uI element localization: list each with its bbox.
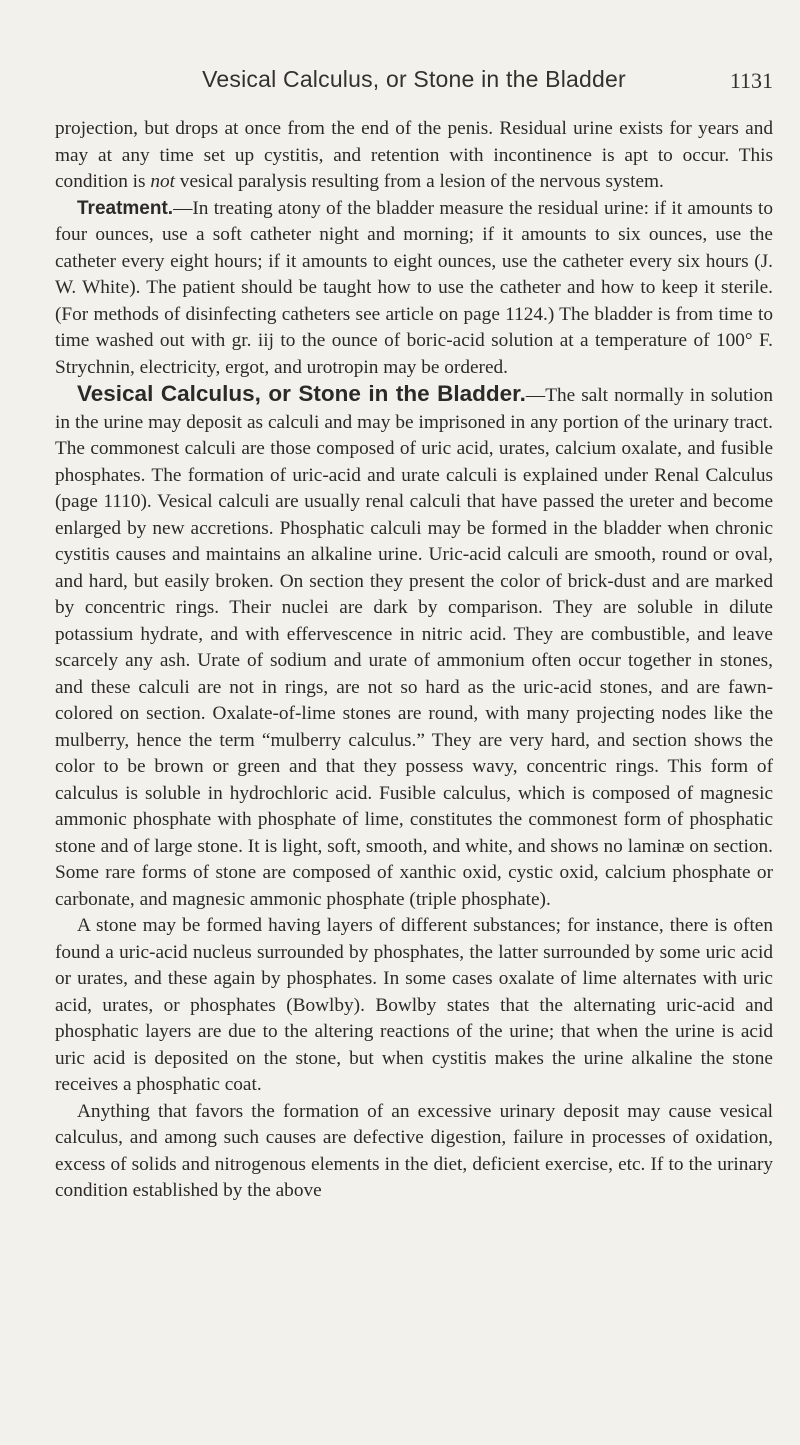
body-text	[55, 116, 773, 1205]
paragraph-text: —In treating atony of the bladder measure the residual urine: if it amounts to four ounces, use a soft catheter night and morning; if it amounts to six ounces, use the catheter every eight hours; if it amounts to eight ounces, use the catheter every six hours (J. W. White). The patient should be taught how to use the catheter and how to keep it sterile. (For methods of disinfecting catheters see article on page 1124.) The bladder is from time to time washed out with gr. iij to the ounce of boric-acid solution at a temperature of 100° F. Strychnin, electricity, ergot, and urotropin may be ordered.	[55, 197, 773, 378]
treatment-heading: Treatment.	[77, 197, 174, 219]
paragraph-layers: A stone may be formed having layers of different substances; for instance, there is often found a uric-acid nucleus surrounded by phosphates, the latter surrounded by some uric acid or urates, and these again by phosphates. In some cases oxalate of lime alternates with uric acid, urates, or phosphates (Bowlby). Bowlby states that the alternating uric-acid and phosphatic layers are due to the altering reactions of the urine; that when the urine is acid uric acid is deposited on the stone, but when cystitis makes the urine alkaline the stone receives a phosphatic coat.	[55, 915, 773, 1095]
paragraph-text: projection, but drops at once from the end of the penis. Residual urine exists for years and may at any time set up cystitis, and retention with incontinence is apt to occur. This condition is	[55, 118, 773, 192]
paragraph-treatment	[55, 196, 773, 382]
section-heading: Vesical Calculus, or Stone in the Bladder.	[77, 381, 526, 406]
paragraph-causes: Anything that favors the formation of an excessive urinary deposit may cause vesical calculus, and among such causes are defective digestion, failure in processes of oxidation, excess of solids and nitrogenous elements in the diet, deficient exercise, etc. If to the urinary condition established by the above	[55, 1100, 773, 1201]
page-number: 1131	[729, 68, 773, 93]
paragraph-text: vesical paralysis resulting from a lesion of the nervous system.	[174, 171, 664, 192]
running-title: Vesical Calculus, or Stone in the Bladder	[202, 66, 626, 92]
paragraph-vesical-calculus	[55, 381, 773, 913]
emphasis-not: not	[150, 171, 175, 192]
paragraph-continuation	[55, 116, 773, 196]
running-head	[55, 66, 773, 106]
paragraph-text: —The salt normally in solution in the urine may deposit as calculi and may be imprisoned in any portion of the urinary tract. The commonest calculi are those composed of uric acid, urates, calcium oxalate, and fusible phosphates. The formation of uric-acid and urate calculi is explained under Renal Calculus (page 1110). Vesical calculi are usually renal calculi that have passed the ureter and become enlarged by new accretions. Phosphatic calculi may be formed in the bladder when chronic cystitis causes and maintains an alkaline urine. Uric-acid calculi are smooth, round or oval, and hard, but easily broken. On section they present the color of brick-dust and are marked by concentric rings. Their nuclei are dark by comparison. They are soluble in dilute potassium hydrate, and with effervescence in nitric acid. They are combustible, and leave scarcely any ash. Urate of sodium and urate of ammonium often occur together in stones, and these calculi are not in rings, are not so hard as the uric-acid stones, and are fawn-colored on section. Oxalate-of-lime stones are round, with many projecting nodes like the mulberry, hence the term “mulberry calculus.” They are very hard, and section shows the color to be brown or green and that they possess wavy, concentric rings. This form of calculus is soluble in hydrochloric acid. Fusible calculus, which is composed of magnesic ammonic phosphate with phosphate of lime, constitutes the commonest form of phosphatic stone and of large stone. It is light, soft, smooth, and white, and shows no laminæ on section. Some rare forms of stone are composed of xanthic oxid, cystic oxid, calcium phosphate or carbonate, and magnesic ammonic phosphate (triple phosphate).	[55, 385, 774, 910]
